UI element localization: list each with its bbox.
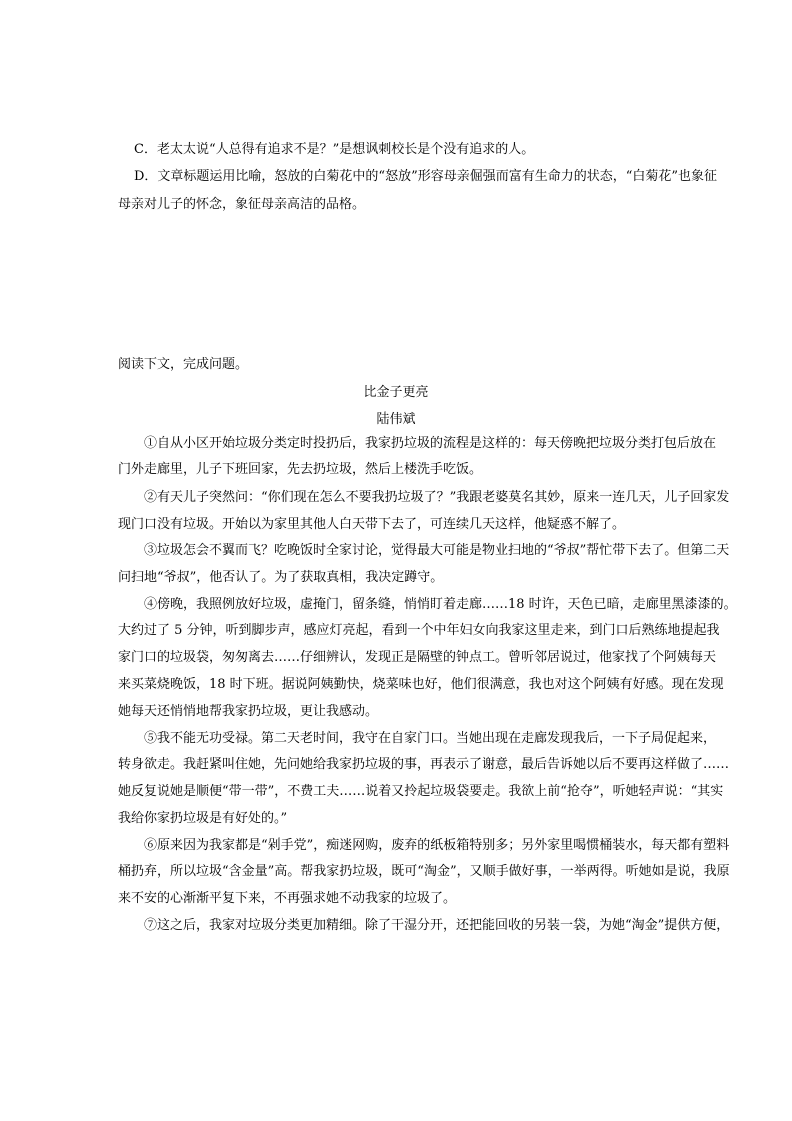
article-line: ⑥原来因为我家都是“剁手党”，痴迷网购，废弃的纸板箱特别多；另外家里喝惯桶装水，每天都有塑料: [144, 838, 730, 853]
article-line: ②有天儿子突然问：“你们现在怎么不要我扔垃圾了？”我跟老婆莫名其妙，原来一连几天，儿子回家发: [144, 490, 730, 505]
article-line: ⑤我不能无功受禄。第二天老时间，我守在自家门口。当她出现在走廊发现我后，一下子局促起来，: [144, 731, 717, 746]
article-line: 门外走廊里，儿子下班回家，先去扔垃圾，然后上楼洗手吃饭。: [118, 462, 483, 477]
article-line: ④傍晚，我照例放好垃圾，虚掩门，留条缝，悄悄盯着走廊……18 时许，天色已暗，走廊里黑漆漆的。: [144, 597, 737, 612]
article-line: ⑦这之后，我家对垃圾分类更加精细。除了干湿分开，还把能回收的另装一袋，为她“淘金”提供方便，: [144, 918, 730, 933]
article-line: 桶扔弃，所以垃圾“含金量”高。帮我家扔垃圾，既可“淘金”，又顺手做好事，一举两得。听她如是说，我原: [118, 864, 730, 879]
option-d-line-1: D．文章标题运用比喻，怒放的白菊花中的“怒放”形容母亲倔强而富有生命力的状态，“白菊花”也象征: [134, 169, 718, 184]
article-author: 陆伟斌: [376, 412, 416, 427]
article-line: ①自从小区开始垃圾分类定时投扔后，我家扔垃圾的流程是这样的：每天傍晚把垃圾分类打包后放在: [144, 436, 717, 451]
article-line: 家门口的垃圾袋，匆匆离去……仔细辨认，发现正是隔壁的钟点工。曾听邻居说过，他家找了个阿姨每天: [118, 650, 717, 665]
option-c: C．老太太说“人总得有追求不是？”是想讽刺校长是个没有追求的人。: [134, 142, 535, 157]
option-d-line-2: 母亲对儿子的怀念，象征母亲高洁的品格。: [118, 197, 366, 212]
article-line: 来不安的心渐渐平复下来，不再强求她不动我家的垃圾了。: [118, 891, 457, 906]
article-line: ③垃圾怎会不翼而飞？吃晚饭时全家讨论，觉得最大可能是物业扫地的“爷叔”帮忙带下去了。但第二天: [144, 543, 730, 558]
article-title: 比金子更亮: [363, 385, 429, 400]
article-line: 大约过了 5 分钟，听到脚步声，感应灯亮起，看到一个中年妇女向我家这里走来，到门口后熟练地提起我: [118, 623, 720, 638]
article-line: 她每天还悄悄地帮我家扔垃圾，更让我感动。: [118, 704, 379, 719]
article-line: 现门口没有垃圾。开始以为家里其他人白天带下去了，可连续几天这样，他疑惑不解了。: [118, 517, 626, 532]
article-line: 问扫地“爷叔”，他否认了。为了获取真相，我决定蹲守。: [118, 570, 444, 585]
article-line: 来买菜烧晚饭，18 时下班。据说阿姨勤快，烧菜味也好，他们很满意，我也对这个阿姨有好感。现在发现: [118, 677, 724, 692]
reading-intro: 阅读下文，完成问题。: [118, 357, 249, 372]
article-line: 她反复说她是顺便“带一带”，不费工夫……说着又拎起垃圾袋要走。我欲上前“抢夺”，听她轻声说：“其实: [118, 784, 724, 799]
article-line: 转身欲走。我赶紧叫住她，先问她给我家扔垃圾的事，再表示了谢意，最后告诉她以后不要再这样做了……: [118, 757, 730, 772]
article-line: 我给你家扔垃圾是有好处的。”: [118, 811, 288, 826]
